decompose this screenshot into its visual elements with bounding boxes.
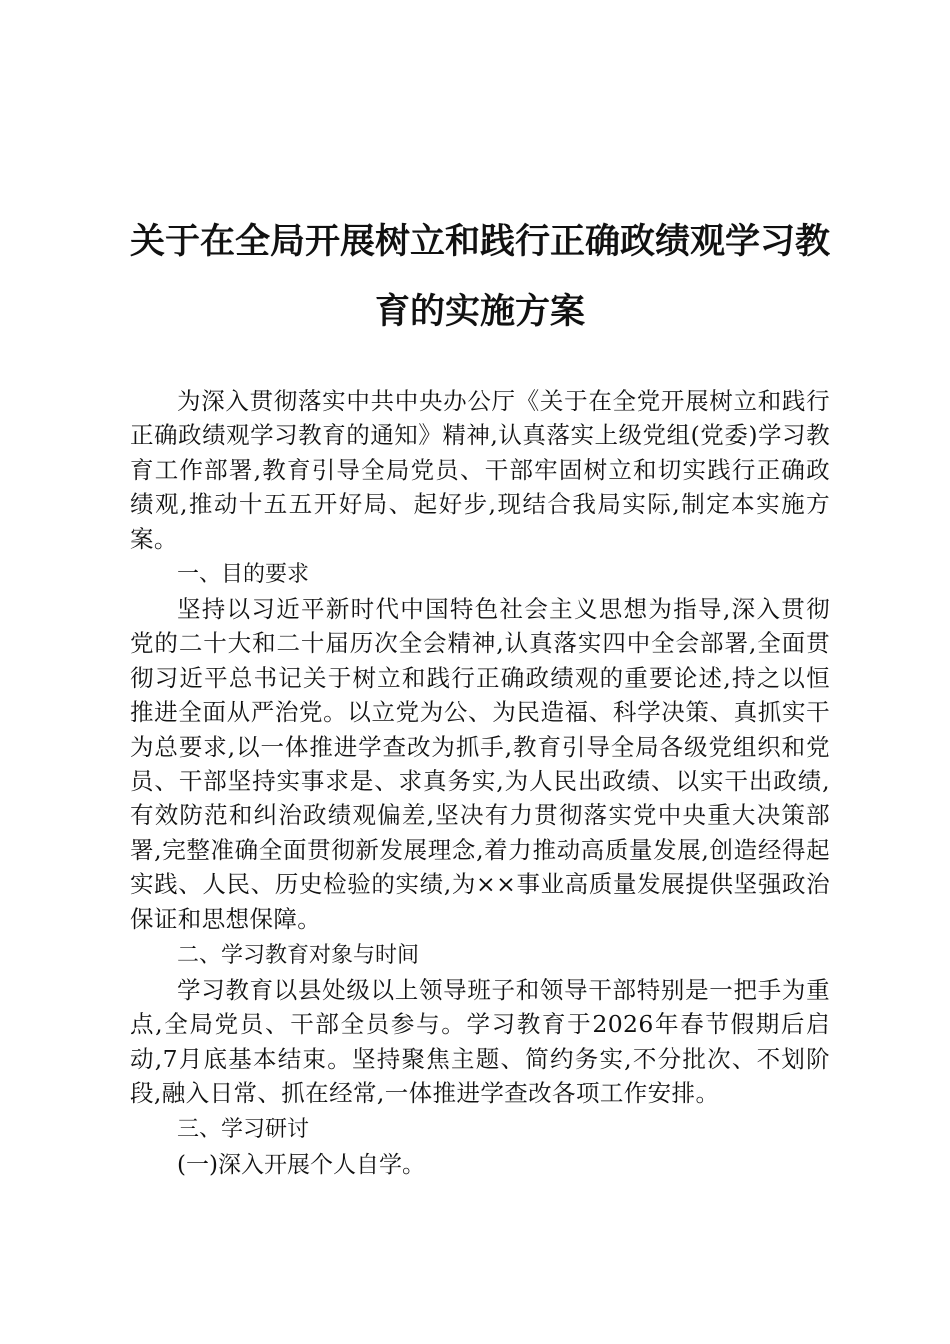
section-subheading-3-1: (一)深入开展个人自学。 xyxy=(177,1152,425,1178)
section-heading-1: 一、目的要求 xyxy=(177,562,310,587)
document-title-line-1: 关于在全局开展树立和践行正确政绩观学习教 xyxy=(129,221,830,262)
section-body-2: 学习教育以县处级以上领导班子和领导干部特别是一把手为重点,全局党员、干部全员参与。学习教育于2026年春节假期后启动,7月底基本结束。坚持聚焦主题、简约务实,不分批次、不划阶段,融入日常、抓在经常,一体推进学查改各项工作安排。 xyxy=(130,976,830,1108)
section-body-1: 坚持以习近平新时代中国特色社会主义思想为指导,深入贯彻党的二十大和二十届历次全会精神,认真落实四中全会部署,全面贯彻习近平总书记关于树立和践行正确政绩观的重要论述,持之以恒推进全面从严治党。以立党为公、为民造福、科学决策、真抓实干为总要求,以一体推进学查改为抓手,教育引导全局各级党组织和党员、干部坚持实事求是、求真务实,为人民出政绩、以实干出政绩,有效防范和纠治政绩观偏差,坚决有力贯彻落实党中央重大决策部署,完整准确全面贯彻新发展理念,着力推动高质量发展,创造经得起实践、人民、历史检验的实绩,为××事业高质量发展提供坚强政治保证和思想保障。 xyxy=(130,595,830,933)
section-heading-3: 三、学习研讨 xyxy=(177,1117,310,1142)
document-title-line-2: 育的实施方案 xyxy=(374,291,585,332)
section-heading-2: 二、学习教育对象与时间 xyxy=(177,943,420,968)
intro-paragraph: 为深入贯彻落实中共中央办公厅《关于在全党开展树立和践行正确政绩观学习教育的通知》精神,认真落实上级党组(党委)学习教育工作部署,教育引导全局党员、干部牢固树立和切实践行正确政绩观,推动十五五开好局、起好步,现结合我局实际,制定本实施方案。 xyxy=(130,387,830,553)
